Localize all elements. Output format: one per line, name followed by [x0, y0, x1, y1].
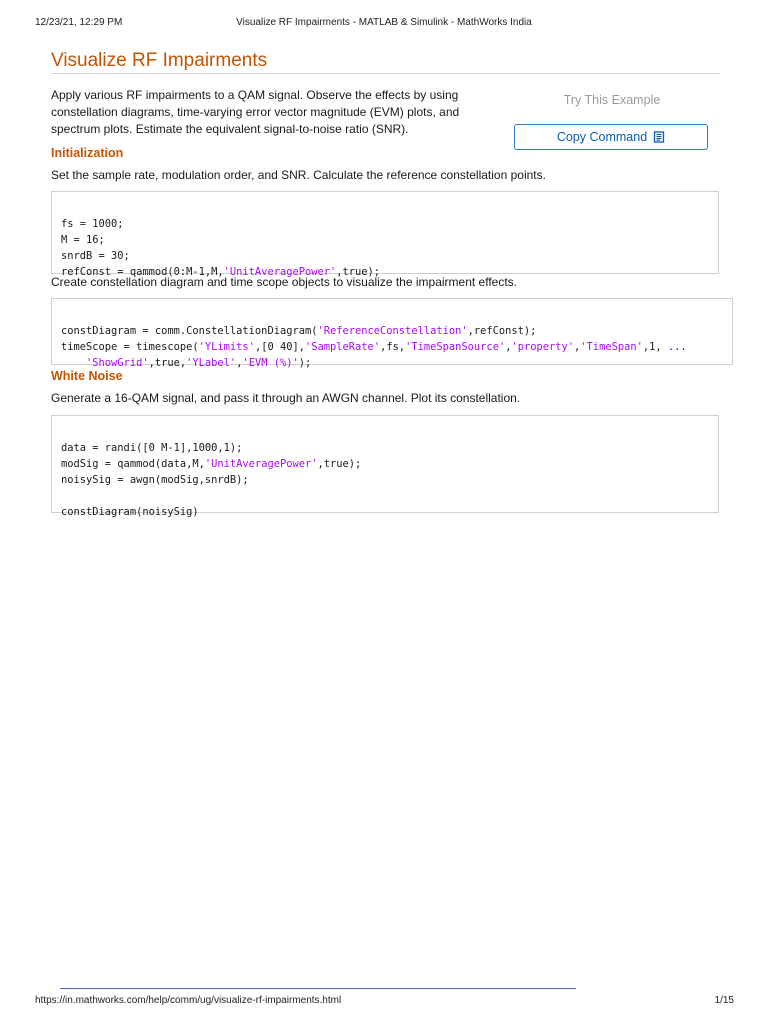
code-line — [61, 456, 709, 472]
code-text — [61, 357, 86, 369]
title-divider — [51, 73, 720, 74]
code-text: ,1, — [642, 341, 668, 353]
footer-url[interactable]: https://in.mathworks.com/help/comm/ug/visualize-rf-impairments.html — [35, 995, 342, 1006]
code-string: 'ReferenceConstellation' — [317, 325, 468, 337]
code-line — [61, 339, 723, 355]
code-text: , — [574, 341, 581, 353]
code-string: 'YLabel' — [186, 357, 237, 369]
code-text: ,true); — [317, 458, 362, 470]
code-line: constDiagram(noisySig) — [61, 506, 199, 518]
white-noise-paragraph: Generate a 16-QAM signal, and pass it through an AWGN channel. Plot its constellation. — [51, 391, 521, 405]
code-continuation: ... — [667, 341, 687, 353]
code-string: 'TimeSpanSource' — [405, 341, 506, 353]
code-string: 'SampleRate' — [305, 341, 381, 353]
code-text: ); — [298, 357, 312, 369]
code-string: 'property' — [511, 341, 575, 353]
try-example-link[interactable]: Try This Example — [563, 93, 661, 107]
code-text: , — [236, 357, 243, 369]
code-text: modSig = qammod(data,M, — [61, 458, 205, 470]
code-block-initialization[interactable] — [51, 191, 719, 278]
code-string: 'UnitAveragePower' — [223, 266, 337, 278]
code-line — [61, 323, 723, 339]
code-string: 'YLimits' — [198, 341, 255, 353]
code-text: ,true, — [148, 357, 187, 369]
code-text: , — [505, 341, 512, 353]
print-doc-title: Visualize RF Impairments - MATLAB & Simulink - MathWorks India — [236, 17, 532, 28]
code-text: constDiagram = comm.ConstellationDiagram( — [61, 325, 318, 337]
scope-paragraph: Create constellation diagram and time scope objects to visualize the impairment effects. — [51, 275, 518, 289]
copy-command-label: Copy Command — [556, 130, 648, 144]
intro-paragraph: Apply various RF impairments to a QAM signal. Observe the effects by using constellation diagrams, time-varying error vector magnitude (EVM) plots, and spectrum plots. Estimate the equivalent signal-to-noise ratio (SNR). — [51, 88, 460, 136]
code-line-blank — [61, 488, 709, 504]
code-string: 'EVM (%)' — [242, 357, 299, 369]
print-header — [0, 17, 768, 31]
page-title: Visualize RF Impairments — [51, 50, 268, 71]
code-block-white-noise[interactable] — [51, 415, 719, 518]
document-icon — [653, 131, 665, 143]
code-line: noisySig = awgn(modSig,snrdB); — [61, 474, 249, 486]
code-line: data = randi([0 M-1],1000,1); — [61, 442, 243, 454]
code-text: timeScope = timescope( — [61, 341, 199, 353]
print-datetime: 12/23/21, 12:29 PM — [35, 17, 123, 28]
code-text: ,true); — [336, 266, 381, 278]
code-text: ,refConst); — [467, 325, 537, 337]
code-string: 'UnitAveragePower' — [204, 458, 318, 470]
code-string: 'ShowGrid' — [86, 357, 149, 369]
initialization-paragraph: Set the sample rate, modulation order, and SNR. Calculate the reference constellation points. — [51, 168, 546, 182]
code-text: refConst = qammod(0:M-1,M, — [61, 266, 224, 278]
code-string: 'TimeSpan' — [580, 341, 643, 353]
code-line: M = 16; — [61, 234, 105, 246]
code-line — [61, 355, 723, 371]
code-block-scopes[interactable] — [51, 298, 733, 369]
initialization-heading: Initialization — [51, 146, 124, 160]
code-text: ,fs, — [380, 341, 406, 353]
footer-page-number: 1/15 — [714, 995, 734, 1006]
code-text: ,[0 40], — [254, 341, 305, 353]
footer-divider — [60, 988, 576, 989]
white-noise-heading: White Noise — [51, 369, 123, 383]
code-line: snrdB = 30; — [61, 250, 130, 262]
code-line: fs = 1000; — [61, 218, 124, 230]
copy-command-button[interactable] — [514, 124, 708, 150]
